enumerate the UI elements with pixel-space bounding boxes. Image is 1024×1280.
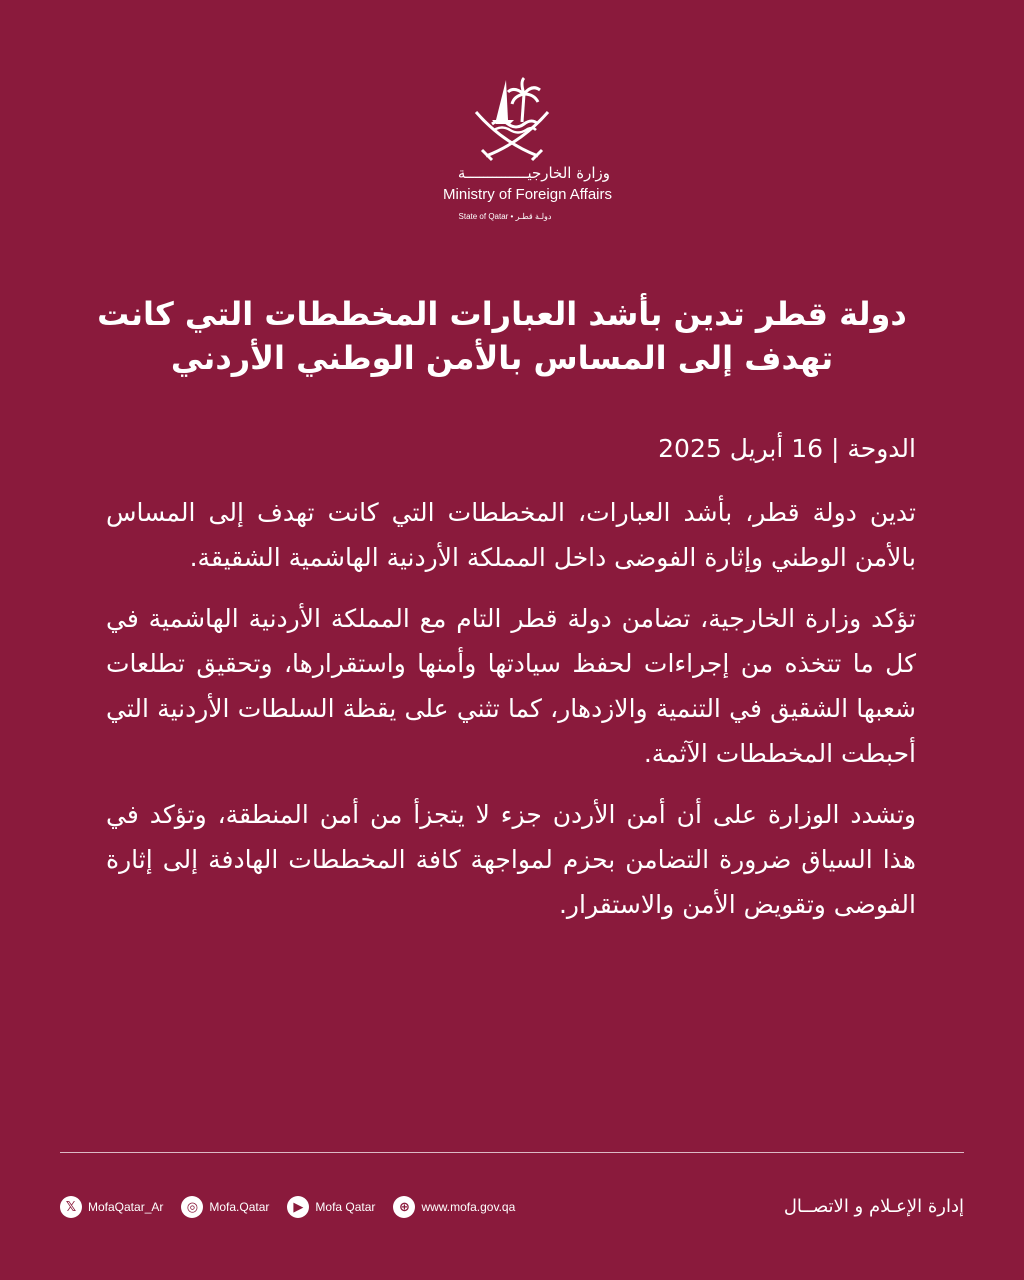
headline-line-2: تهدف إلى المساس بالأمن الوطني الأردني bbox=[170, 339, 834, 377]
footer bbox=[60, 1196, 964, 1226]
department-name: إدارة الإعـلام و الاتصــال bbox=[783, 1196, 964, 1217]
qatar-emblem-icon bbox=[462, 72, 562, 164]
website-url: www.mofa.gov.qa bbox=[421, 1200, 516, 1214]
social-link-instagram[interactable] bbox=[181, 1196, 269, 1218]
paragraph: تدين دولة قطر، بأشد العبارات، المخططات التي كانت تهدف إلى المساس بالأمن الوطني وإثارة الفوضى داخل المملكة الأردنية الهاشمية الشقيقة. bbox=[106, 498, 916, 572]
footer-divider bbox=[60, 1152, 964, 1153]
headline-line-1: دولة قطر تدين بأشد العبارات المخططات التي كانت bbox=[97, 295, 907, 333]
social-handle: MofaQatar_Ar bbox=[88, 1200, 164, 1214]
social-handle: Mofa Qatar bbox=[315, 1200, 376, 1214]
dateline: الدوحة | 16 أبريل 2025 bbox=[658, 434, 916, 463]
statement-body bbox=[106, 490, 916, 943]
ministry-english-name: Ministry of Foreign Affairs bbox=[443, 186, 612, 203]
x-icon: 𝕏 bbox=[60, 1196, 82, 1218]
paragraph: تؤكد وزارة الخارجية، تضامن دولة قطر التام مع المملكة الأردنية الهاشمية في كل ما تتخذه من إجراءات لحفظ سيادتها وأمنها واستقرارها، وتحقيق تطلعات شعبها الشقيق في التنمية والازدهار، كما تثني على يقظة السلطات الأردنية التي أحبطت المخططات الآثمة. bbox=[106, 604, 916, 768]
ministry-arabic-name: وزارة الخارجيــــــــــــــة bbox=[457, 164, 610, 182]
social-links bbox=[60, 1196, 515, 1218]
state-of-qatar-line: State of Qatar • دولـة قطـر bbox=[458, 212, 552, 221]
globe-icon: ⊕ bbox=[393, 1196, 415, 1218]
social-link-youtube[interactable] bbox=[287, 1196, 375, 1218]
instagram-icon: ◎ bbox=[181, 1196, 203, 1218]
social-link-website[interactable] bbox=[393, 1196, 515, 1218]
statement-headline bbox=[90, 292, 914, 380]
social-handle: Mofa.Qatar bbox=[209, 1200, 270, 1214]
social-link-x[interactable] bbox=[60, 1196, 163, 1218]
paragraph: وتشدد الوزارة على أن أمن الأردن جزء لا يتجزأ من أمن المنطقة، وتؤكد في هذا السياق ضرورة التضامن بحزم لمواجهة كافة المخططات الهادفة إلى إثارة الفوضى وتقويض الأمن والاستقرار. bbox=[106, 800, 916, 919]
youtube-icon: ▶ bbox=[287, 1196, 309, 1218]
